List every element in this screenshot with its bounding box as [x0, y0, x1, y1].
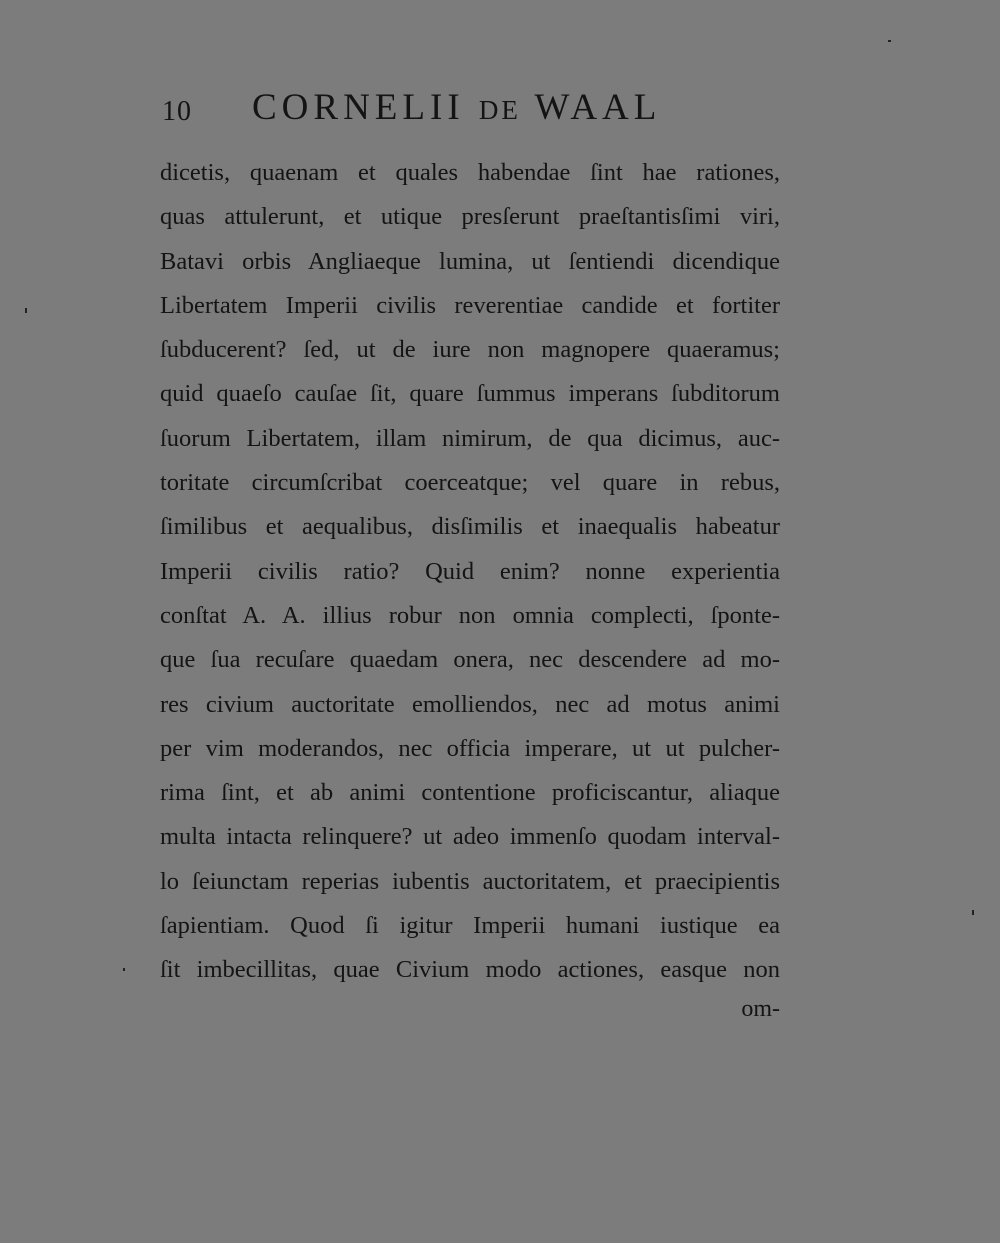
author-first-name: CORNELII	[252, 87, 465, 128]
page-number: 10	[162, 96, 192, 127]
text-line: que ſua recuſare quaedam onera, nec descendere ad mo-	[160, 646, 780, 674]
running-head	[252, 86, 661, 129]
text-line: quid quaeſo cauſae ſit, quare ſummus imperans ſubditorum	[160, 380, 780, 408]
body-text	[160, 151, 780, 993]
author-particle: DE	[478, 95, 521, 125]
text-line: per vim moderandos, nec officia imperare, ut ut pulcher-	[160, 734, 780, 762]
text-line: toritate circumſcribat coerceatque; vel quare in rebus,	[160, 469, 780, 497]
paper-speck	[888, 40, 891, 42]
text-line: ſapientiam. Quod ſi igitur Imperii humani iustique ea	[160, 912, 780, 940]
text-line: Batavi orbis Angliaeque lumina, ut ſentiendi dicendique	[160, 247, 780, 275]
catchword: om-	[741, 996, 780, 1022]
text-line: ſubducerent? ſed, ut de iure non magnopere quaeramus;	[160, 336, 780, 364]
text-line: quas attulerunt, et utique presſerunt praeſtantisſimi viri,	[160, 203, 780, 231]
paper-speck	[25, 308, 27, 313]
text-line: multa intacta relinquere? ut adeo immenſo quodam interval-	[160, 823, 780, 851]
text-line: lo ſeiunctam reperias iubentis auctoritatem, et praecipientis	[160, 867, 780, 895]
text-line: ſuorum Libertatem, illam nimirum, de qua dicimus, auc-	[160, 424, 780, 452]
page-header	[160, 86, 780, 136]
author-last-name: WAAL	[534, 87, 662, 128]
text-line: Libertatem Imperii civilis reverentiae candide et fortiter	[160, 291, 780, 319]
text-line: dicetis, quaenam et quales habendae ſint hae rationes,	[160, 159, 780, 186]
text-line: ſimilibus et aequalibus, disſimilis et inaequalis habeatur	[160, 513, 780, 541]
text-line: rima ſint, et ab animi contentione proficiscantur, aliaque	[160, 779, 780, 807]
text-line: conſtat A. A. illius robur non omnia complecti, ſponte-	[160, 601, 780, 629]
paper-speck	[123, 968, 125, 971]
text-line: Imperii civilis ratio? Quid enim? nonne experientia	[160, 557, 780, 585]
paper-speck	[972, 910, 974, 915]
text-line: res civium auctoritate emolliendos, nec ad motus animi	[160, 690, 780, 718]
text-line: ſit imbecillitas, quae Civium modo actiones, easque non	[160, 956, 780, 984]
